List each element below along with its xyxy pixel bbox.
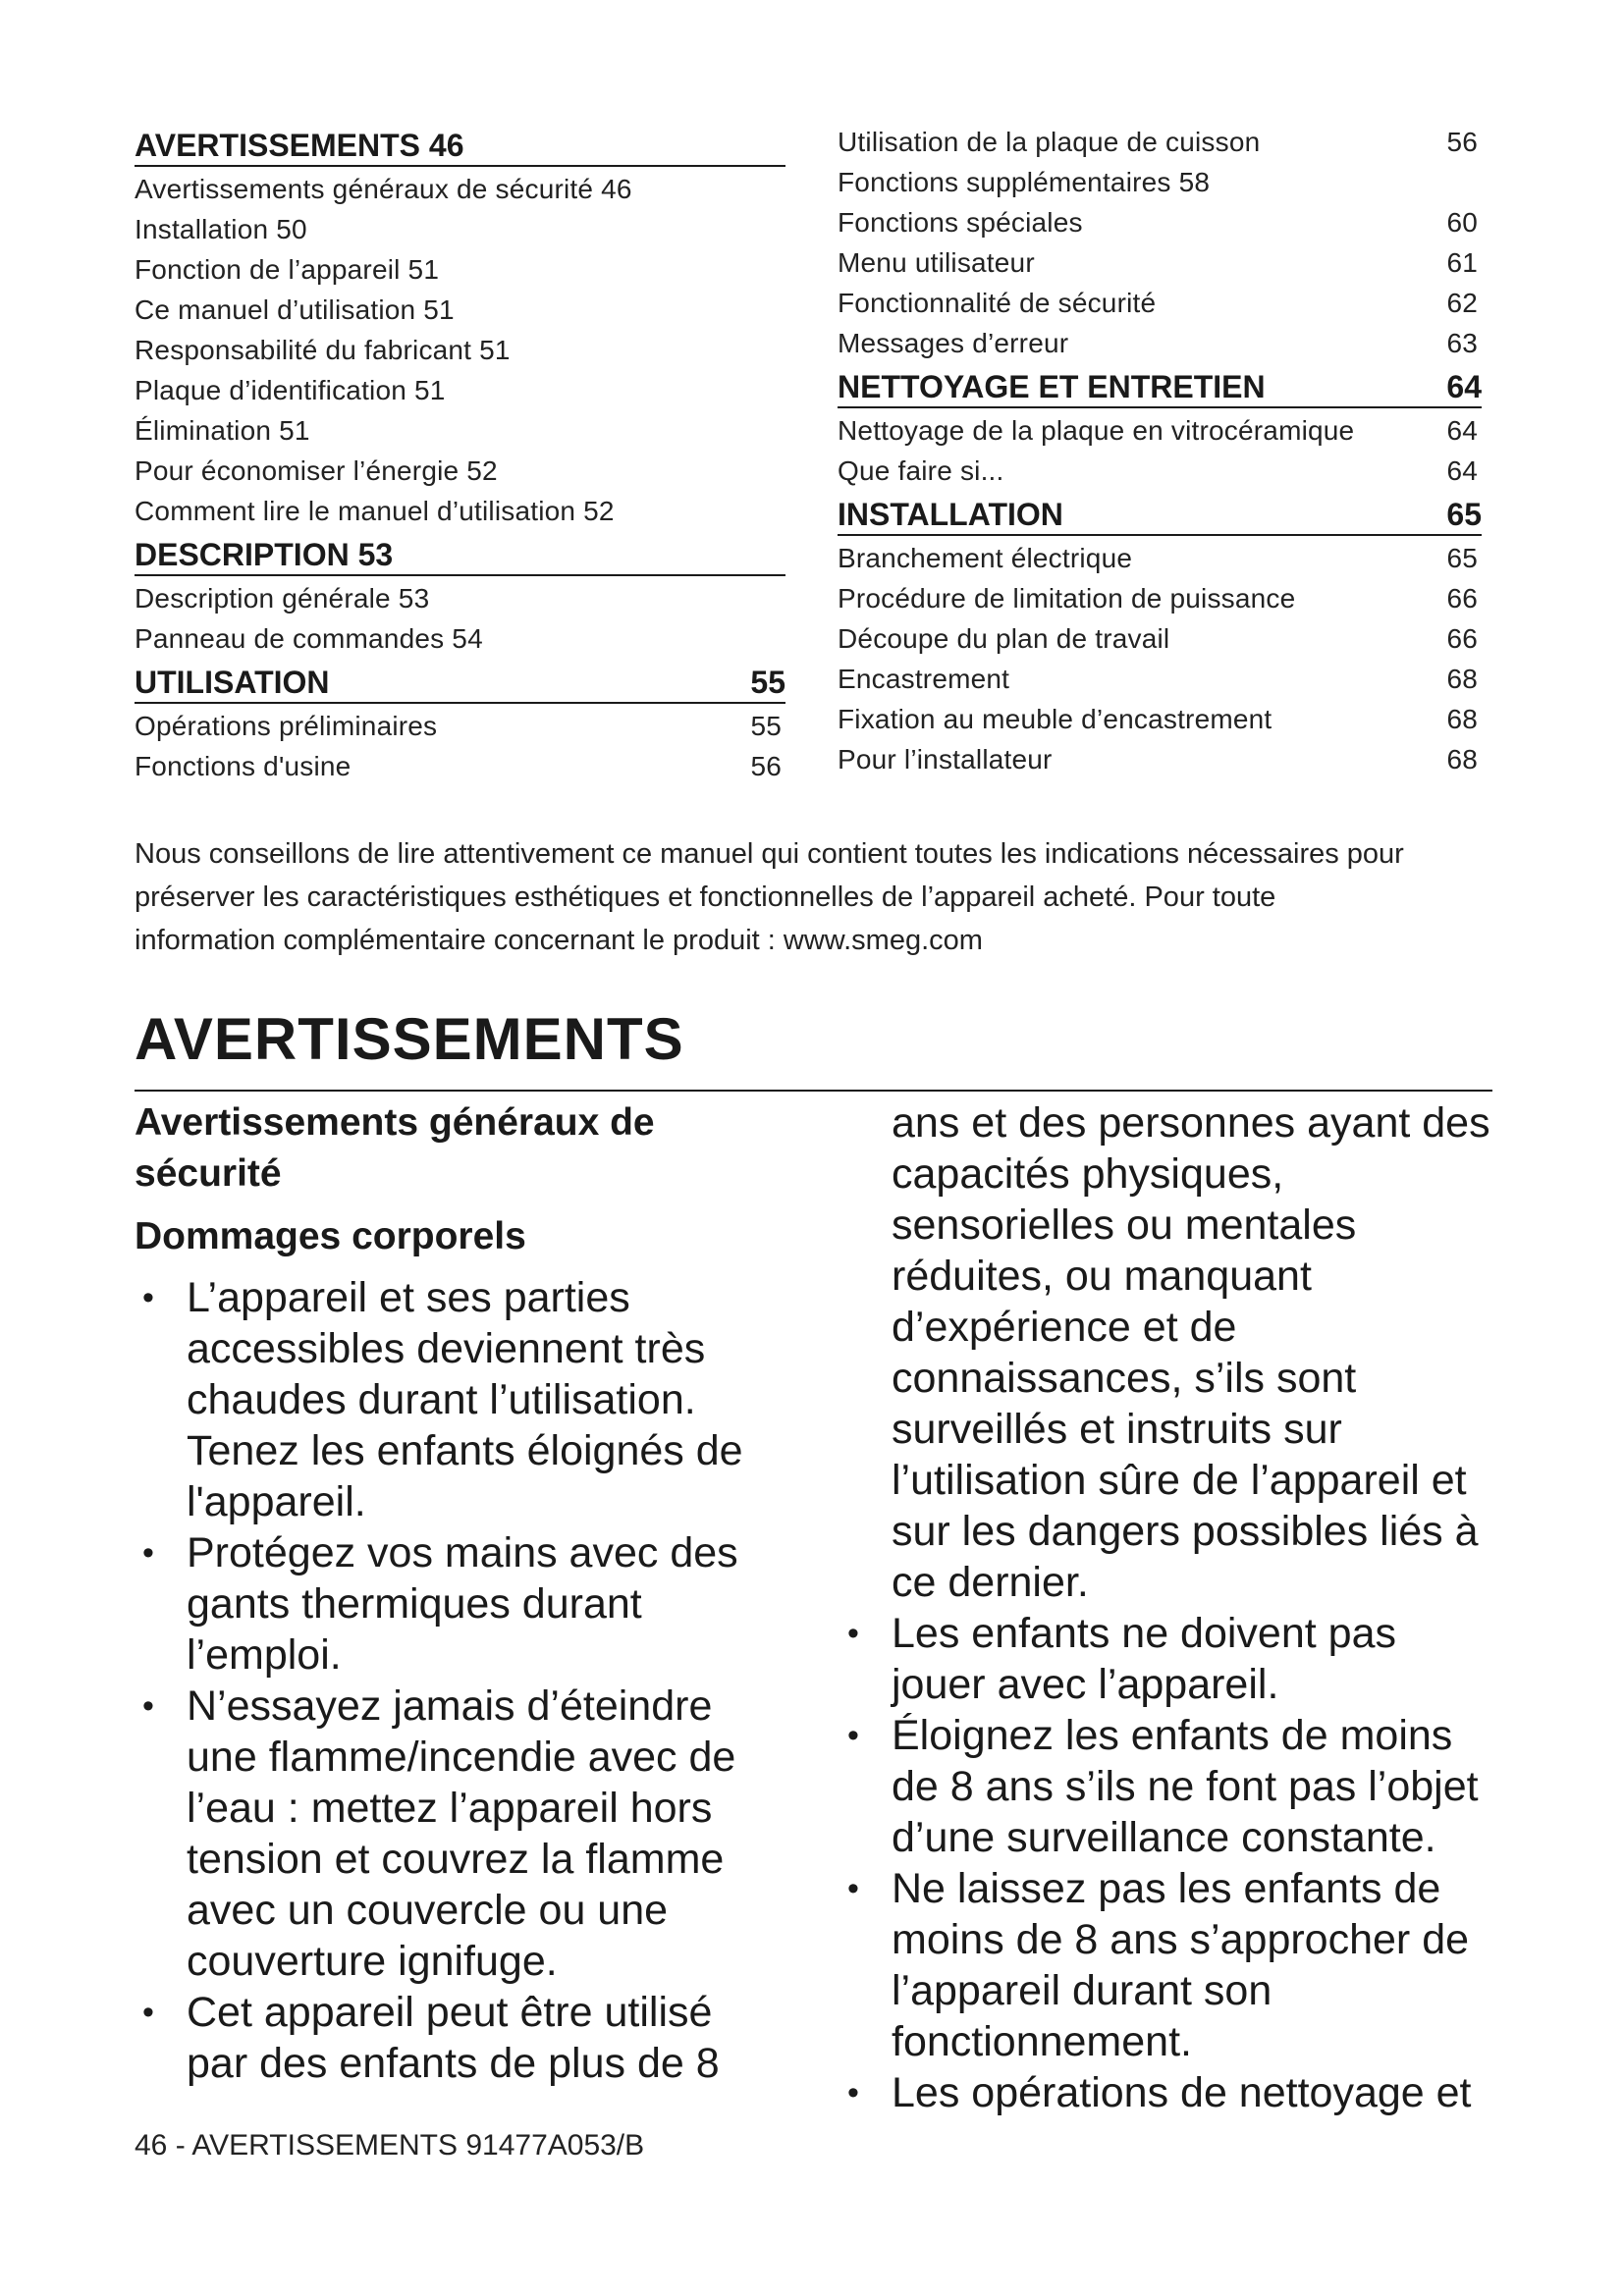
bullet-line: l’appareil durant son (892, 1967, 1272, 2014)
intro-paragraph (135, 832, 1489, 962)
toc-entry-page (782, 330, 785, 370)
toc-entry (135, 491, 785, 531)
toc-entry-label: Fonctions spéciales (838, 207, 1083, 238)
toc-entry (135, 330, 785, 370)
bullet-line: couverture ignifuge. (187, 1938, 558, 1985)
toc-entry-page: 64 (1446, 415, 1478, 446)
toc-entry (135, 410, 785, 451)
toc-entry-label: Description générale 53 (135, 583, 430, 614)
toc-section-heading (135, 531, 785, 576)
toc-entry-label: Messages d’erreur (838, 328, 1069, 358)
toc-entry (838, 451, 1482, 491)
continued-line: l’utilisation sûre de l’appareil et (892, 1457, 1467, 1504)
toc-entry-page (782, 491, 785, 531)
toc-entry-label: Opérations préliminaires (135, 711, 438, 741)
toc-entry (135, 578, 785, 618)
toc-entry (838, 739, 1482, 779)
toc-entry-page: 65 (1446, 543, 1478, 573)
continued-line: ce dernier. (892, 1559, 1089, 1606)
toc-entry (135, 618, 785, 659)
bullet-line: Ne laissez pas les enfants de (892, 1865, 1441, 1912)
toc-entry (838, 283, 1482, 323)
bullet-line: L’appareil et ses parties (187, 1274, 630, 1321)
toc-entry-label: Fixation au meuble d’encastrement (838, 704, 1272, 734)
toc-entry-page (782, 249, 785, 290)
toc-entry (838, 122, 1482, 162)
toc-entry-page: 56 (750, 751, 782, 781)
toc-entry-label: Installation 50 (135, 214, 307, 244)
toc-entry (135, 746, 785, 786)
continued-line: capacités physiques, (892, 1150, 1284, 1198)
continued-line: réduites, ou manquant (892, 1253, 1312, 1300)
toc-entry-page (782, 410, 785, 451)
bullet-line: par des enfants de plus de 8 (187, 2040, 720, 2087)
page-footer: 46 - AVERTISSEMENTS 91477A053/B (135, 2129, 645, 2162)
bullet-item (839, 1710, 1492, 1863)
toc-entry-label: Encastrement (838, 664, 1010, 694)
toc-entry-label: Menu utilisateur (838, 247, 1035, 278)
toc-entry (838, 202, 1482, 242)
bullet-line: de 8 ans s’ils ne font pas l’objet (892, 1763, 1479, 1810)
toc-entry (838, 659, 1482, 699)
toc-entry (838, 699, 1482, 739)
toc-entry-page: 66 (1446, 623, 1478, 654)
bullet-line: tension et couvrez la flamme (187, 1836, 725, 1883)
toc-entry-label: DESCRIPTION 53 (135, 537, 394, 572)
toc-entry-page: 68 (1446, 744, 1478, 774)
section-title: AVERTISSEMENTS (135, 1006, 684, 1072)
bullet-icon: • (847, 1870, 859, 1907)
toc-entry-label: Branchement électrique (838, 543, 1133, 573)
continued-line: surveillés et instruits sur (892, 1406, 1342, 1453)
bullet-item (839, 1863, 1492, 2067)
toc-entry-label: Élimination 51 (135, 415, 310, 446)
toc-entry-page: 62 (1446, 288, 1478, 318)
bullet-line: d’une surveillance constante. (892, 1814, 1436, 1861)
toc-entry-page (782, 169, 785, 209)
body-right-column (839, 1097, 1492, 2118)
toc-entry-page (782, 578, 785, 618)
bullet-item (135, 1987, 783, 2089)
toc-entry-page: 65 (1446, 497, 1482, 532)
bullet-line: Tenez les enfants éloignés de (187, 1427, 743, 1474)
bullet-line: l'appareil. (187, 1478, 366, 1525)
toc-section-heading (135, 659, 785, 704)
toc-entry-label: Nettoyage de la plaque en vitrocéramique (838, 415, 1355, 446)
toc-entry (135, 370, 785, 410)
bullet-line: accessibles deviennent très (187, 1325, 706, 1372)
bullet-line: Éloignez les enfants de moins (892, 1712, 1453, 1759)
bullet-line: moins de 8 ans s’approcher de (892, 1916, 1470, 1963)
toc-entry (838, 538, 1482, 578)
toc-entry-page (782, 370, 785, 410)
toc-entry (838, 618, 1482, 659)
toc-entry-label: AVERTISSEMENTS 46 (135, 128, 464, 163)
continued-line: connaissances, s’ils sont (892, 1355, 1357, 1402)
sub-subsection-title: Dommages corporels (135, 1215, 526, 1257)
continued-line: sensorielles ou mentales (892, 1201, 1357, 1249)
bullet-icon: • (142, 1534, 154, 1572)
toc-entry (838, 410, 1482, 451)
subsection-title-line: Avertissements généraux de (135, 1101, 655, 1144)
toc-entry-page: 68 (1446, 664, 1478, 694)
toc-entry-page: 64 (1446, 369, 1482, 404)
bullet-icon: • (847, 1615, 859, 1652)
toc-entry (838, 242, 1482, 283)
toc-entry-page: 55 (750, 711, 782, 741)
continued-line: d’expérience et de (892, 1304, 1237, 1351)
toc-entry-page (782, 451, 785, 491)
bullet-line: Les enfants ne doivent pas (892, 1610, 1396, 1657)
toc-entry-label: Avertissements généraux de sécurité 46 (135, 174, 632, 204)
toc-entry (135, 249, 785, 290)
bullet-item (839, 1608, 1492, 1710)
bullet-line: une flamme/incendie avec de (187, 1734, 736, 1781)
bullet-icon: • (142, 1994, 154, 2031)
toc-entry (135, 451, 785, 491)
intro-line: Nous conseillons de lire attentivement ce manuel qui contient toutes les indications nécessaires pour (135, 838, 1404, 870)
toc-entry-page: 56 (1446, 127, 1478, 157)
bullet-item (135, 1272, 783, 1527)
toc-section-heading (838, 491, 1482, 536)
toc-entry-label: Fonctions supplémentaires 58 (838, 167, 1211, 197)
toc-entry-label: Pour l’installateur (838, 744, 1053, 774)
toc-entry (135, 290, 785, 330)
continued-bullet-text (839, 1097, 1492, 1608)
toc-entry-page: 64 (1446, 455, 1478, 486)
bullet-item (135, 1681, 783, 1987)
toc-entry-label: INSTALLATION (838, 497, 1063, 532)
toc-entry-page (782, 618, 785, 659)
bullet-line: Cet appareil peut être utilisé (187, 1989, 713, 2036)
intro-line: préserver les caractéristiques esthétiques et fonctionnelles de l’appareil acheté. Pour toute (135, 881, 1276, 913)
bullet-line: N’essayez jamais d’éteindre (187, 1682, 713, 1730)
toc-entry-page: 60 (1446, 207, 1478, 238)
toc-entry-label: NETTOYAGE ET ENTRETIEN (838, 369, 1266, 404)
bullet-line: l’eau : mettez l’appareil hors (187, 1785, 713, 1832)
toc-entry-page: 55 (750, 665, 785, 700)
toc-entry-label: Que faire si... (838, 455, 1004, 486)
continued-line: ans et des personnes ayant des (892, 1099, 1490, 1147)
continued-line: sur les dangers possibles liés à (892, 1508, 1479, 1555)
toc-entry-label: Responsabilité du fabricant 51 (135, 335, 511, 365)
bullet-line: gants thermiques durant (187, 1580, 642, 1628)
toc-entry-label: Pour économiser l’énergie 52 (135, 455, 498, 486)
toc-entry-label: Ce manuel d’utilisation 51 (135, 294, 455, 325)
bullet-line: l’emploi. (187, 1631, 342, 1679)
toc-entry-label: Plaque d’identification 51 (135, 375, 446, 405)
subsection-title-line: sécurité (135, 1152, 282, 1195)
toc-entry-page: 61 (1446, 247, 1478, 278)
bullet-line: avec un couvercle ou une (187, 1887, 669, 1934)
toc-entry-label: Fonctionnalité de sécurité (838, 288, 1157, 318)
section-divider (135, 1090, 1492, 1092)
toc-entry-label: Fonction de l’appareil 51 (135, 254, 440, 285)
toc-entry-page (1478, 162, 1482, 202)
right-bullet-list (839, 1608, 1492, 2118)
bullet-icon: • (847, 1717, 859, 1754)
bullet-line: fonctionnement. (892, 2018, 1192, 2065)
bullet-line: chaudes durant l’utilisation. (187, 1376, 696, 1423)
toc-entry-label: Comment lire le manuel d’utilisation 52 (135, 496, 615, 526)
toc-entry-label: UTILISATION (135, 665, 330, 700)
toc-entry (838, 323, 1482, 363)
toc-entry-label: Panneau de commandes 54 (135, 623, 483, 654)
bullet-item (135, 1527, 783, 1681)
toc-right-column (838, 122, 1482, 779)
toc-entry-page (782, 290, 785, 330)
toc-entry-page: 66 (1446, 583, 1478, 614)
toc-entry-page: 63 (1446, 328, 1478, 358)
left-bullet-list (135, 1272, 783, 2089)
intro-line: information complémentaire concernant le produit : www.smeg.com (135, 925, 983, 956)
toc-entry (135, 706, 785, 746)
bullet-icon: • (142, 1687, 154, 1725)
bullet-icon: • (142, 1279, 154, 1316)
toc-entry-label: Utilisation de la plaque de cuisson (838, 127, 1261, 157)
bullet-item (839, 2067, 1492, 2118)
toc-section-heading (135, 122, 785, 167)
toc-entry-page (782, 209, 785, 249)
toc-entry-label: Fonctions d'usine (135, 751, 352, 781)
bullet-line: Les opérations de nettoyage et (892, 2069, 1472, 2116)
toc-entry-page: 68 (1446, 704, 1478, 734)
toc-entry (838, 162, 1482, 202)
bullet-line: Protégez vos mains avec des (187, 1529, 738, 1576)
toc-entry-label: Procédure de limitation de puissance (838, 583, 1296, 614)
bullet-icon: • (847, 2074, 859, 2111)
body-left-column (135, 1097, 783, 2089)
toc-entry (135, 209, 785, 249)
toc-entry-label: Découpe du plan de travail (838, 623, 1170, 654)
bullet-line: jouer avec l’appareil. (892, 1661, 1279, 1708)
toc-section-heading (838, 363, 1482, 408)
toc-entry (135, 169, 785, 209)
toc-entry (838, 578, 1482, 618)
toc-left-column (135, 122, 785, 786)
subsection-title (135, 1097, 783, 1200)
